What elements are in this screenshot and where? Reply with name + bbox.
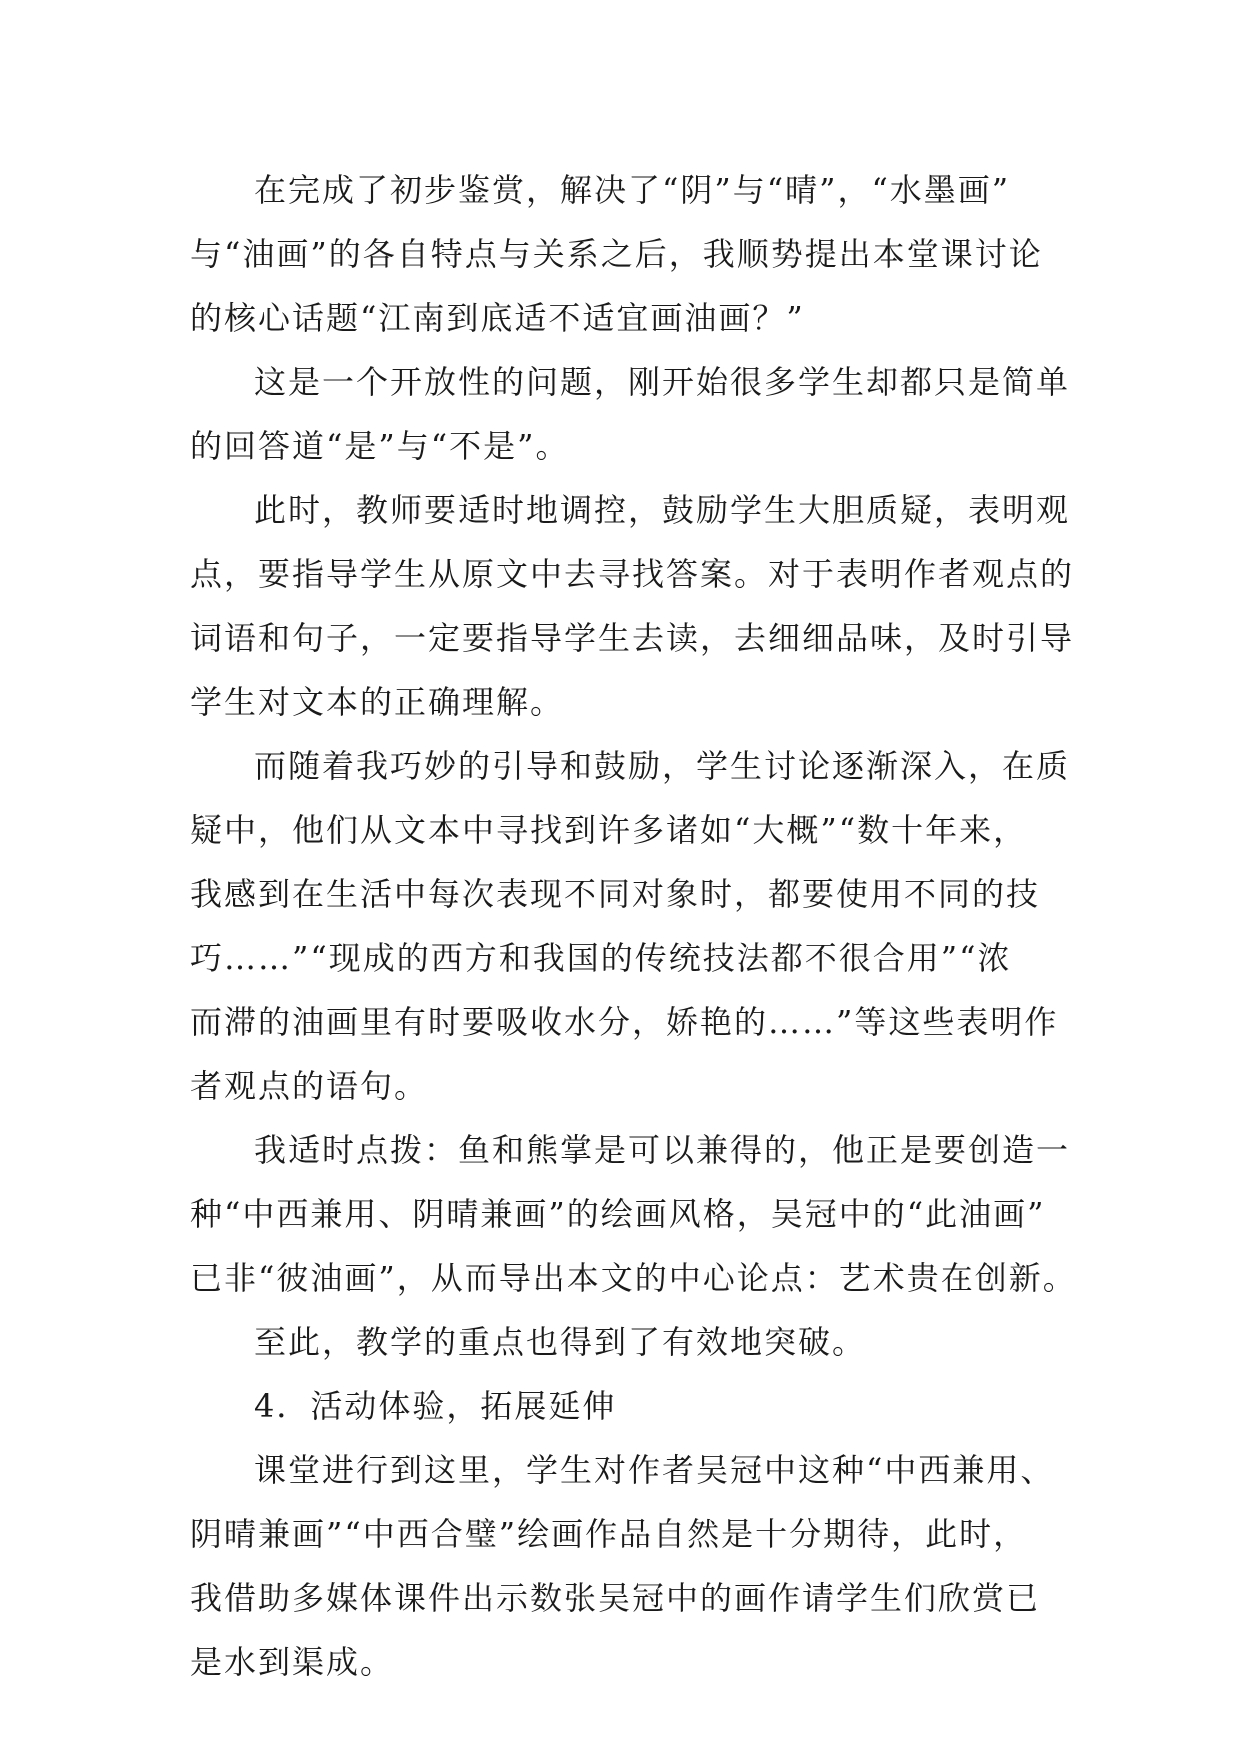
document-body (190, 158, 1077, 1694)
paragraph-line: 疑中，他们从文本中寻找到许多诸如“大概”“数十年来， (190, 811, 1028, 849)
paragraph-line: 我适时点拨：鱼和熊掌是可以兼得的，他正是要创造一 (254, 1131, 1071, 1169)
paragraph-line: 我借助多媒体课件出示数张吴冠中的画作请学生们欣赏已 (190, 1579, 1041, 1617)
paragraph-line: 已非“彼油画”，从而导出本文的中心论点：艺术贵在创新。 (190, 1259, 1077, 1297)
paragraph-line: 学生对文本的正确理解。 (190, 683, 565, 721)
paragraph-line: 与“油画”的各自特点与关系之后，我顺势提出本堂课讨论 (190, 235, 1043, 273)
paragraph-line: 种“中西兼用、阴晴兼画”的绘画风格，吴冠中的“此油画” (190, 1195, 1046, 1233)
paragraph-line: 巧……”“现成的西方和我国的传统技法都不很合用”“浓 (190, 939, 1012, 977)
paragraph-line: 我感到在生活中每次表现不同对象时，都要使用不同的技 (190, 875, 1041, 913)
paragraph-line: 点，要指导学生从原文中去寻找答案。对于表明作者观点的 (190, 555, 1075, 593)
paragraph-line: 词语和句子，一定要指导学生去读，去细细品味，及时引导 (190, 619, 1075, 657)
paragraph-line: 阴晴兼画”“中西合璧”绘画作品自然是十分期待，此时， (190, 1515, 1028, 1553)
paragraph-line: 者观点的语句。 (190, 1067, 429, 1105)
paragraph-line: 这是一个开放性的问题，刚开始很多学生却都只是简单 (254, 363, 1071, 401)
paragraph-line: 的核心话题“江南到底适不适宜画油画？” (190, 299, 805, 337)
paragraph-line: 课堂进行到这里，学生对作者吴冠中这种“中西兼用、 (254, 1451, 1055, 1489)
paragraph-line: 而随着我巧妙的引导和鼓励，学生讨论逐渐深入，在质 (254, 747, 1071, 785)
paragraph-line: 的回答道“是”与“不是”。 (190, 427, 570, 465)
paragraph-line: 此时，教师要适时地调控，鼓励学生大胆质疑，表明观 (254, 491, 1071, 529)
paragraph-line: 是水到渠成。 (190, 1643, 395, 1681)
section-heading: 4．活动体验，拓展延伸 (254, 1387, 617, 1425)
paragraph-line: 至此，教学的重点也得到了有效地突破。 (254, 1323, 867, 1361)
paragraph-line: 而滞的油画里有时要吸收水分，娇艳的……”等这些表明作 (190, 1003, 1059, 1041)
paragraph-line: 在完成了初步鉴赏，解决了“阴”与“晴”，“水墨画” (254, 171, 1011, 209)
